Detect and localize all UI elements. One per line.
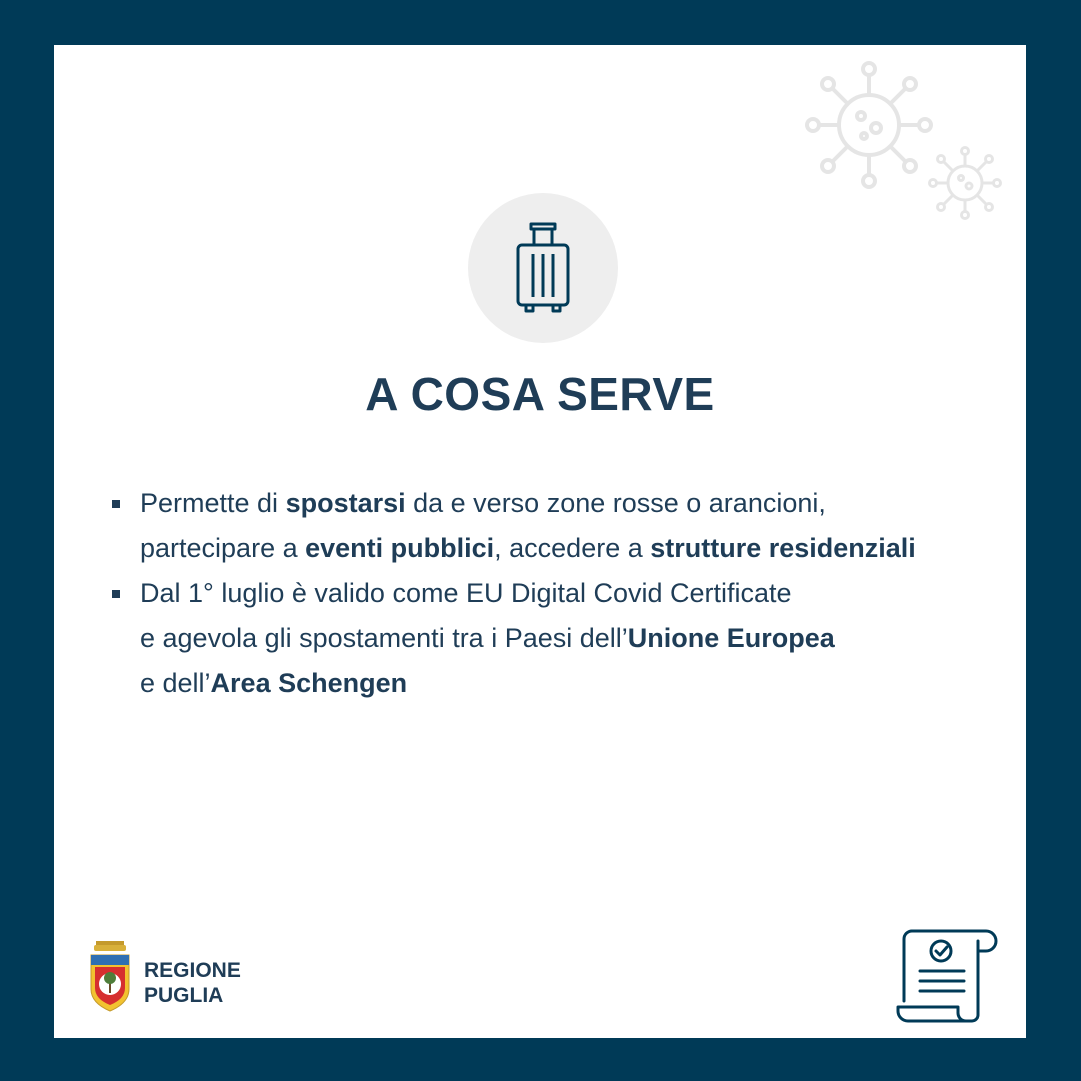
bullet-line: e dell’Area Schengen [140, 668, 408, 698]
virus-icon [804, 60, 934, 190]
regione-puglia-logo [88, 941, 132, 1013]
certificate-scroll-icon [894, 927, 1000, 1023]
brand-name: REGIONE PUGLIA [144, 959, 241, 1007]
list-item [110, 571, 1010, 706]
virus-icon [927, 145, 1003, 221]
page-title: A COSA SERVE [365, 368, 715, 420]
list-item [110, 481, 1010, 571]
bullet-marker [112, 590, 120, 598]
bullet-list [110, 481, 1010, 706]
bullet-line: Dal 1° luglio è valido come EU Digital Covid Certificate [140, 578, 792, 608]
bullet-line: partecipare a eventi pubblici, accedere a strutture residenziali [140, 533, 916, 563]
bullet-line: e agevola gli spostamenti tra i Paesi dell’Unione Europea [140, 623, 835, 653]
suitcase-icon [513, 221, 573, 315]
suitcase-icon-badge [468, 193, 618, 343]
bullet-line: Permette di spostarsi da e verso zone rosse o arancioni, [140, 488, 826, 518]
content-card [54, 45, 1026, 1038]
bullet-marker [112, 500, 120, 508]
